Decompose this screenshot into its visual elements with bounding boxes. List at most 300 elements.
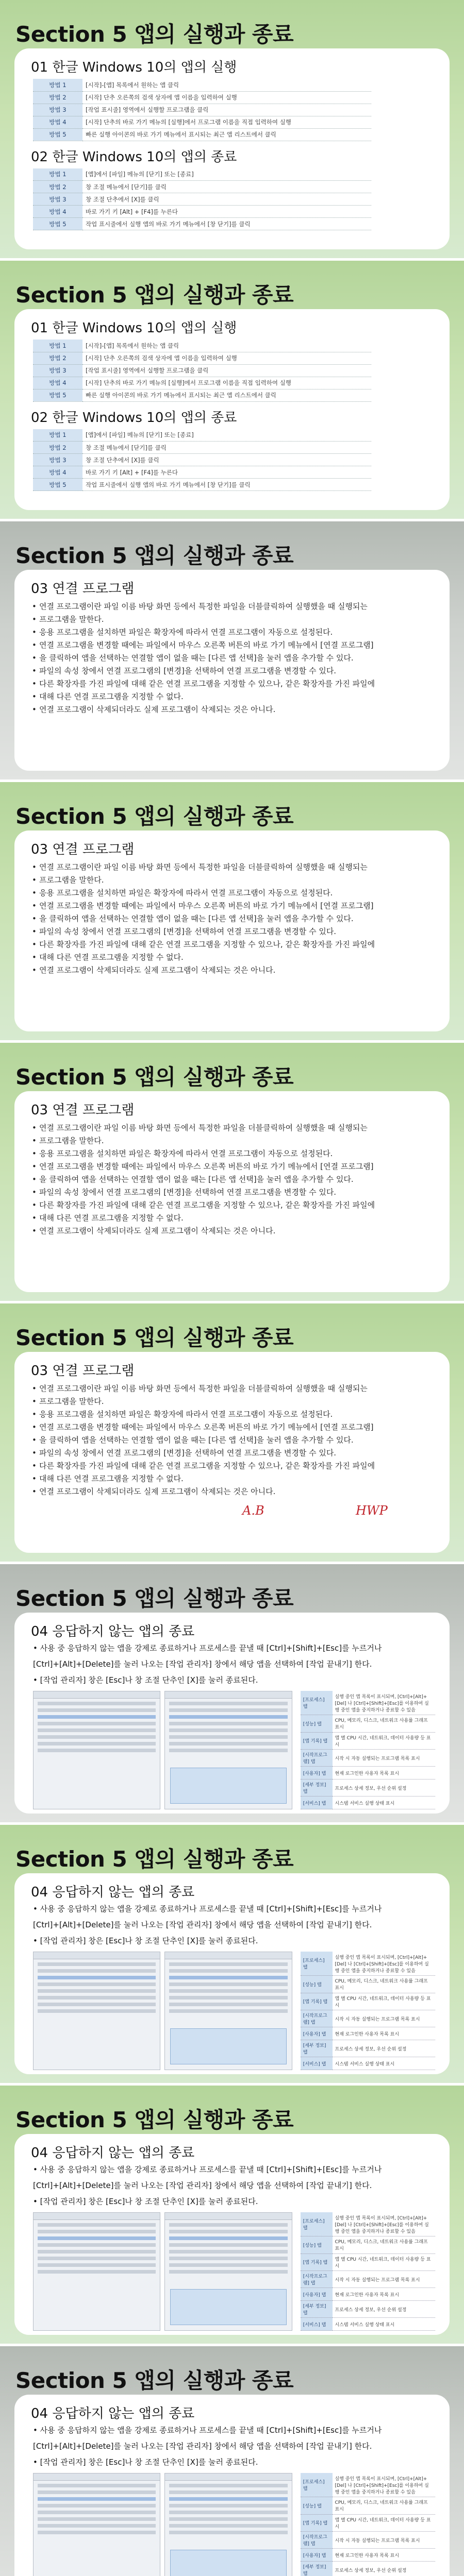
process-row — [169, 1749, 287, 1752]
step-text: 바로 가기 키 [Alt] + [F4]를 누른다 — [82, 206, 371, 218]
content-panel — [14, 48, 450, 249]
process-row — [169, 2484, 287, 2487]
process-row — [38, 2003, 156, 2006]
bullet-item: • 응용 프로그램을 설치하면 파일은 확장자에 따라서 연결 프로그램이 자동으로 설정된다. — [32, 626, 435, 639]
tab-row — [301, 2236, 435, 2253]
process-row — [38, 2531, 156, 2534]
bullet-item: • 응용 프로그램을 설치하면 파일은 확장자에 따라서 연결 프로그램이 자동으로 설정된다. — [32, 1147, 435, 1160]
bullet-list — [32, 1382, 435, 1498]
content-panel — [14, 1352, 450, 1553]
step-text: [시작] 단추의 바로 가기 메뉴의 [실행]에서 프로그램 이름을 직접 입력하여 실행 — [82, 116, 371, 128]
step-text: 바로 가기 키 [Alt] + [F4]를 누른다 — [82, 466, 371, 479]
slide-divider — [0, 1822, 464, 1824]
tab-description: 앱 별 CPU 시간, 네트워크, 데이터 사용량 등 표시 — [333, 1732, 435, 1749]
tab-label: [시작프로그램] 탭 — [301, 1749, 333, 1766]
process-row — [169, 1996, 287, 1999]
description-line: [Ctrl]+[Alt]+[Delete]를 눌러 나오는 [작업 관리자] 창에서 해당 앱을 선택하여 [작업 끝내기] 한다. — [33, 2181, 372, 2190]
window-titlebar — [165, 2473, 291, 2481]
tab-description: 시스템 서비스 실행 상태 표시 — [333, 2057, 435, 2070]
process-row — [38, 2257, 156, 2260]
slide-6 — [0, 1303, 464, 1563]
tab-row — [301, 1767, 435, 1780]
slide-title: Section 5 앱의 실행과 종료 — [15, 1064, 294, 1090]
content-panel — [14, 2395, 450, 2576]
step-label: 방법 3 — [33, 364, 82, 377]
bullet-item: • 다른 확장자를 가진 파일에 대해 같은 연결 프로그램을 지정할 수 있으나, 같은 확장자를 가진 파일에 — [32, 1199, 435, 1212]
process-row — [38, 1989, 156, 1993]
step-label: 방법 4 — [33, 466, 82, 479]
tab-label: [프로세스] 탭 — [301, 2473, 333, 2497]
tab-row — [301, 1732, 435, 1749]
bullet-item: • 연결 프로그램이란 파일 이름 바탕 화면 등에서 특정한 파일을 더블클릭하여 실행했을 때 실행되는 — [32, 600, 435, 613]
tab-label: [세부 정보] 탭 — [301, 2300, 333, 2317]
window-titlebar — [34, 1952, 160, 1959]
tab-label: [성능] 탭 — [301, 1715, 333, 1732]
slide-title: Section 5 앱의 실행과 종료 — [15, 282, 294, 308]
handwritten-note: HWP — [356, 1503, 388, 1518]
process-row — [38, 2497, 156, 2501]
tab-label: [앱 기록] 탭 — [301, 2514, 333, 2531]
tab-label: [성능] 탭 — [301, 2236, 333, 2253]
slide-8 — [0, 1825, 464, 2084]
section-heading: 02 한글 Windows 10의 앱의 종료 — [31, 149, 237, 165]
slide-9 — [0, 2086, 464, 2345]
slide-title: Section 5 앱의 실행과 종료 — [15, 2368, 294, 2393]
process-row — [38, 2524, 156, 2528]
process-row — [169, 1989, 287, 1993]
tab-description: 현재 로그인한 사용자 목록 표시 — [333, 2288, 435, 2301]
process-row — [38, 2236, 156, 2240]
step-text: 빠른 실행 아이콘의 바로 가기 메뉴에서 표시되는 최근 앱 리스트에서 클릭 — [82, 389, 371, 401]
tab-description: 시작 시 자동 실행되는 프로그램 목록 표시 — [333, 2010, 435, 2027]
process-row — [38, 1976, 156, 1979]
tab-row — [301, 2549, 435, 2562]
step-label: 방법 2 — [33, 181, 82, 193]
step-row — [33, 91, 371, 104]
step-label: 방법 4 — [33, 116, 82, 128]
tab-description: 프로세스 상세 정보, 우선 순위 설정 — [333, 2300, 435, 2317]
bullet-item: • 연결 프로그램을 변경할 때에는 파일에서 마우스 오른쪽 버튼의 바로 가기 메뉴에서 [연결 프로그램] — [32, 1160, 435, 1173]
bullet-item: • 을 클릭하여 앱을 선택하는 연결할 앱이 없을 때는 [다른 앱 선택]을 눌러 앱을 추가할 수 있다. — [32, 652, 435, 665]
step-label: 방법 5 — [33, 389, 82, 401]
tab-description: 앱 별 CPU 시간, 네트워크, 데이터 사용량 등 표시 — [333, 2253, 435, 2270]
tab-description: 프로세스 상세 정보, 우선 순위 설정 — [333, 2040, 435, 2057]
bullet-item: • 연결 프로그램이란 파일 이름 바탕 화면 등에서 특정한 파일을 더블클릭하여 실행했을 때 실행되는 — [32, 1122, 435, 1134]
tabs-table — [301, 2473, 435, 2576]
description-line: • 사용 중 응답하지 않는 앱을 강제로 종료하거나 프로세스를 끝낼 때 [Ctrl]+[Shift]+[Esc]를 누르거나 — [33, 2165, 382, 2174]
tab-row — [301, 1993, 435, 2010]
tab-label: [프로세스] 탭 — [301, 1952, 333, 1976]
process-row — [38, 2517, 156, 2521]
slide-divider — [0, 1301, 464, 1302]
tab-description: 앱 별 CPU 시간, 네트워크, 데이터 사용량 등 표시 — [333, 1993, 435, 2010]
bullet-item: • 대해 다른 연결 프로그램을 지정할 수 없다. — [32, 690, 435, 703]
tab-row — [301, 2027, 435, 2040]
step-label: 방법 4 — [33, 377, 82, 389]
tab-description: CPU, 메모리, 디스크, 네트워크 사용률 그래프 표시 — [333, 2236, 435, 2253]
process-row — [38, 2250, 156, 2253]
section-heading: 02 한글 Windows 10의 앱의 종료 — [31, 410, 237, 426]
tab-label: [앱 기록] 탭 — [301, 1732, 333, 1749]
process-row — [169, 2504, 287, 2507]
process-row — [169, 2517, 287, 2521]
slide-divider — [0, 258, 464, 260]
process-row — [169, 1982, 287, 1986]
bullet-list — [32, 600, 435, 716]
process-row — [169, 2497, 287, 2501]
tab-description: 실행 중인 앱 목록이 표시되며, [Ctrl]+[Alt]+[Del] 나 [Ctrl]+[Shift]+[Esc]를 이용하여 실행 중인 앱을 중지하거나 종료할 수 있음 — [333, 1952, 435, 1976]
process-row — [38, 1722, 156, 1725]
tab-row — [301, 2300, 435, 2317]
step-text: [앱]에서 [파일] 메뉴의 [닫기] 또는 [종료] — [82, 429, 371, 442]
process-row — [38, 1735, 156, 1739]
tab-label: [세부 정보] 탭 — [301, 1779, 333, 1796]
bullet-item: • 다른 확장자를 가진 파일에 대해 같은 연결 프로그램을 지정할 수 있으나, 같은 확장자를 가진 파일에 — [32, 677, 435, 690]
bullet-item: • 연결 프로그램을 변경할 때에는 파일에서 마우스 오른쪽 버튼의 바로 가기 메뉴에서 [연결 프로그램] — [32, 1421, 435, 1434]
performance-graph — [170, 1768, 286, 1804]
tab-row — [301, 2040, 435, 2057]
step-row — [33, 364, 371, 377]
task-manager-screenshot — [33, 2473, 160, 2576]
step-text: [앱]에서 [파일] 메뉴의 [닫기] 또는 [종료] — [82, 168, 371, 181]
step-text: [시작] 단추 오른쪽의 검색 상자에 앱 이름을 입력하여 실행 — [82, 91, 371, 104]
tab-row — [301, 1779, 435, 1796]
bullet-item: • 을 클릭하여 앱을 선택하는 연결할 앱이 없을 때는 [다른 앱 선택]을 눌러 앱을 추가할 수 있다. — [32, 1434, 435, 1447]
section-heading: 03 연결 프로그램 — [31, 581, 135, 597]
screenshot-row — [33, 2473, 435, 2576]
process-row — [169, 1722, 287, 1725]
slide-7 — [0, 1564, 464, 1824]
slide-1 — [0, 0, 464, 260]
step-text: 창 조절 메뉴에서 [닫기]를 클릭 — [82, 181, 371, 193]
screenshot-row — [33, 2212, 435, 2331]
section-heading: 01 한글 Windows 10의 앱의 실행 — [31, 60, 237, 75]
bullet-item: • 연결 프로그램이 삭제되더라도 실제 프로그램이 삭제되는 것은 아니다. — [32, 1485, 435, 1498]
tab-label: [사용자] 탭 — [301, 1767, 333, 1780]
performance-graph — [170, 2550, 286, 2576]
step-row — [33, 218, 371, 230]
slide-10 — [0, 2346, 464, 2576]
process-row — [38, 2270, 156, 2274]
tab-description: 시스템 서비스 실행 상태 표시 — [333, 2318, 435, 2331]
tab-label: [프로세스] 탭 — [301, 2212, 333, 2236]
step-label: 방법 4 — [33, 206, 82, 218]
step-row — [33, 377, 371, 389]
step-text: 창 조절 단추에서 [X]를 클릭 — [82, 193, 371, 206]
step-row — [33, 442, 371, 454]
step-label: 방법 3 — [33, 193, 82, 206]
tab-label: [앱 기록] 탭 — [301, 2253, 333, 2270]
bullet-item: • 다른 확장자를 가진 파일에 대해 같은 연결 프로그램을 지정할 수 있으나, 같은 확장자를 가진 파일에 — [32, 938, 435, 951]
window-titlebar — [34, 1691, 160, 1699]
tab-row — [301, 2531, 435, 2548]
window-titlebar — [34, 2213, 160, 2220]
steps-table — [33, 340, 371, 402]
slide-divider — [0, 519, 464, 520]
section-heading: 04 응답하지 않는 앱의 종료 — [31, 2145, 195, 2161]
step-row — [33, 181, 371, 193]
tab-description: 실행 중인 앱 목록이 표시되며, [Ctrl]+[Alt]+[Del] 나 [Ctrl]+[Shift]+[Esc]를 이용하여 실행 중인 앱을 중지하거나 종료할 수 있음 — [333, 2212, 435, 2236]
process-row — [38, 1982, 156, 1986]
process-row — [169, 2236, 287, 2240]
process-row — [169, 1962, 287, 1966]
process-row — [38, 1702, 156, 1705]
slide-title: Section 5 앱의 실행과 종료 — [15, 1846, 294, 1872]
step-row — [33, 116, 371, 128]
slide-2 — [0, 261, 464, 520]
step-row — [33, 128, 371, 141]
content-panel — [14, 831, 450, 1031]
slide-4 — [0, 782, 464, 1042]
tab-description: CPU, 메모리, 디스크, 네트워크 사용률 그래프 표시 — [333, 2497, 435, 2514]
step-label: 방법 5 — [33, 218, 82, 230]
tab-label: [사용자] 탭 — [301, 2549, 333, 2562]
tab-label: [시작프로그램] 탭 — [301, 2531, 333, 2548]
process-row — [38, 2230, 156, 2233]
bullet-item: • 파일의 속성 창에서 연결 프로그램의 [변경]을 선택하여 연결 프로그램을 변경할 수 있다. — [32, 1186, 435, 1199]
description-line: • [작업 관리자] 창은 [Esc]나 창 조절 단추인 [X]를 눌러 종료된다. — [33, 2458, 258, 2467]
task-manager-screenshot — [33, 1691, 160, 1809]
tabs-table — [301, 2212, 435, 2331]
description-line: • [작업 관리자] 창은 [Esc]나 창 조절 단추인 [X]를 눌러 종료된다. — [33, 1675, 258, 1685]
slide-divider — [0, 1040, 464, 1042]
tab-row — [301, 2288, 435, 2301]
tab-row — [301, 2057, 435, 2070]
tab-description: 실행 중인 앱 목록이 표시되며, [Ctrl]+[Alt]+[Del] 나 [Ctrl]+[Shift]+[Esc]를 이용하여 실행 중인 앱을 중지하거나 종료할 수 있음 — [333, 2473, 435, 2497]
step-text: 빠른 실행 아이콘의 바로 가기 메뉴에서 표시되는 최근 앱 리스트에서 클릭 — [82, 128, 371, 141]
section-heading: 04 응답하지 않는 앱의 종료 — [31, 1885, 195, 1900]
tab-label: [서비스] 탭 — [301, 2057, 333, 2070]
slide-title: Section 5 앱의 실행과 종료 — [15, 1586, 294, 1611]
slide-title: Section 5 앱의 실행과 종료 — [15, 804, 294, 829]
tabs-table — [301, 1691, 435, 1809]
bullet-item: • 연결 프로그램이란 파일 이름 바탕 화면 등에서 특정한 파일을 더블클릭하여 실행했을 때 실행되는 — [32, 861, 435, 874]
section-heading: 03 연결 프로그램 — [31, 1103, 135, 1118]
step-text: 창 조절 메뉴에서 [닫기]를 클릭 — [82, 442, 371, 454]
content-panel — [14, 2134, 450, 2335]
step-label: 방법 5 — [33, 128, 82, 141]
slide-divider — [0, 2344, 464, 2345]
tab-description: 현재 로그인한 사용자 목록 표시 — [333, 2549, 435, 2562]
bullet-item: • 프로그램을 말한다. — [32, 1134, 435, 1147]
step-text: 창 조절 단추에서 [X]를 클릭 — [82, 454, 371, 466]
bullet-item: • 프로그램을 말한다. — [32, 613, 435, 626]
step-text: [시작] 단추의 바로 가기 메뉴의 [실행]에서 프로그램 이름을 직접 입력하여 실행 — [82, 377, 371, 389]
bullet-item: • 연결 프로그램이 삭제되더라도 실제 프로그램이 삭제되는 것은 아니다. — [32, 964, 435, 977]
task-manager-screenshot — [33, 1952, 160, 2070]
slide-title: Section 5 앱의 실행과 종료 — [15, 2107, 294, 2132]
tab-row — [301, 1749, 435, 1766]
step-label: 방법 3 — [33, 104, 82, 116]
process-row — [38, 2223, 156, 2227]
tab-description: 실행 중인 앱 목록이 표시되며, [Ctrl]+[Alt]+[Del] 나 [Ctrl]+[Shift]+[Esc]를 이용하여 실행 중인 앱을 중지하거나 종료할 수 있음 — [333, 1691, 435, 1715]
steps-table — [33, 429, 371, 492]
process-row — [169, 2511, 287, 2514]
process-row — [38, 2511, 156, 2514]
description-line: [Ctrl]+[Alt]+[Delete]를 눌러 나오는 [작업 관리자] 창에서 해당 앱을 선택하여 [작업 끝내기] 한다. — [33, 1920, 372, 1929]
steps-table — [33, 168, 371, 231]
process-row — [169, 2524, 287, 2528]
process-row — [169, 2257, 287, 2260]
step-text: [시작] 단추 오른쪽의 검색 상자에 앱 이름을 입력하여 실행 — [82, 352, 371, 364]
step-label: 방법 1 — [33, 168, 82, 181]
description-line: • 사용 중 응답하지 않는 앱을 강제로 종료하거나 프로세스를 끝낼 때 [Ctrl]+[Shift]+[Esc]를 누르거나 — [33, 2426, 382, 2435]
window-titlebar — [165, 1952, 291, 1959]
tab-description: 시작 시 자동 실행되는 프로그램 목록 표시 — [333, 1749, 435, 1766]
process-row — [169, 2003, 287, 2006]
performance-graph — [170, 2028, 286, 2064]
tab-label: [시작프로그램] 탭 — [301, 2270, 333, 2287]
process-row — [38, 1749, 156, 1752]
tab-row — [301, 2212, 435, 2236]
section-heading: 03 연결 프로그램 — [31, 842, 135, 857]
process-row — [169, 1728, 287, 1732]
step-label: 방법 3 — [33, 454, 82, 466]
tab-row — [301, 2561, 435, 2576]
tab-description: 앱 별 CPU 시간, 네트워크, 데이터 사용량 등 표시 — [333, 2514, 435, 2531]
step-label: 방법 1 — [33, 340, 82, 352]
step-row — [33, 104, 371, 116]
screenshot-row — [33, 1691, 435, 1809]
window-titlebar — [165, 2213, 291, 2220]
tab-label: [성능] 탭 — [301, 2497, 333, 2514]
process-row — [38, 1715, 156, 1719]
tab-label: [세부 정보] 탭 — [301, 2561, 333, 2576]
process-row — [169, 2230, 287, 2233]
process-row — [169, 2270, 287, 2274]
bullet-item: • 파일의 속성 창에서 연결 프로그램의 [변경]을 선택하여 연결 프로그램을 변경할 수 있다. — [32, 665, 435, 677]
slide-3 — [0, 521, 464, 781]
tab-description: 현재 로그인한 사용자 목록 표시 — [333, 1767, 435, 1780]
section-heading: 04 응답하지 않는 앱의 종료 — [31, 2406, 195, 2421]
slide-divider — [0, 1562, 464, 1563]
step-label: 방법 2 — [33, 442, 82, 454]
step-row — [33, 206, 371, 218]
content-panel — [14, 570, 450, 771]
tab-row — [301, 2253, 435, 2270]
tab-row — [301, 1797, 435, 1809]
tab-label: [프로세스] 탭 — [301, 1691, 333, 1715]
tab-label: [앱 기록] 탭 — [301, 1993, 333, 2010]
process-row — [169, 1969, 287, 1973]
tab-row — [301, 1952, 435, 1976]
tab-label: [서비스] 탭 — [301, 1797, 333, 1809]
tab-description: 프로세스 상세 정보, 우선 순위 설정 — [333, 2561, 435, 2576]
bullet-item: • 대해 다른 연결 프로그램을 지정할 수 없다. — [32, 951, 435, 964]
content-panel — [14, 1873, 450, 2074]
process-row — [169, 2490, 287, 2494]
step-row — [33, 79, 371, 91]
tab-label: [서비스] 탭 — [301, 2318, 333, 2331]
tab-row — [301, 2514, 435, 2531]
step-text: [시작]-[앱] 목록에서 원하는 앱 클릭 — [82, 340, 371, 352]
tab-label: [시작프로그램] 탭 — [301, 2010, 333, 2027]
description-line: • [작업 관리자] 창은 [Esc]나 창 조절 단추인 [X]를 눌러 종료된다. — [33, 2197, 258, 2206]
step-row — [33, 352, 371, 364]
bullet-item: • 응용 프로그램을 설치하면 파일은 확장자에 따라서 연결 프로그램이 자동으로 설정된다. — [32, 1408, 435, 1421]
tab-description: 현재 로그인한 사용자 목록 표시 — [333, 2027, 435, 2040]
process-row — [169, 1976, 287, 1979]
process-row — [38, 1728, 156, 1732]
bullet-item: • 연결 프로그램이 삭제되더라도 실제 프로그램이 삭제되는 것은 아니다. — [32, 1225, 435, 1238]
process-row — [169, 2250, 287, 2253]
tab-description: CPU, 메모리, 디스크, 네트워크 사용률 그래프 표시 — [333, 1715, 435, 1732]
step-label: 방법 1 — [33, 79, 82, 91]
bullet-list — [32, 861, 435, 977]
process-row — [169, 2263, 287, 2267]
tab-description: 시작 시 자동 실행되는 프로그램 목록 표시 — [333, 2270, 435, 2287]
bullet-item: • 프로그램을 말한다. — [32, 1395, 435, 1408]
step-label: 방법 2 — [33, 352, 82, 364]
step-text: 작업 표시줄에서 실행 앱의 바로 가기 메뉴에서 [창 닫기]를 클릭 — [82, 479, 371, 491]
bullet-item: • 파일의 속성 창에서 연결 프로그램의 [변경]을 선택하여 연결 프로그램을 변경할 수 있다. — [32, 925, 435, 938]
performance-graph — [170, 2289, 286, 2325]
step-label: 방법 2 — [33, 91, 82, 104]
process-row — [38, 1708, 156, 1712]
process-row — [169, 1708, 287, 1712]
bullet-item: • 을 클릭하여 앱을 선택하는 연결할 앱이 없을 때는 [다른 앱 선택]을 눌러 앱을 추가할 수 있다. — [32, 1173, 435, 1186]
process-row — [38, 2009, 156, 2013]
process-row — [169, 1715, 287, 1719]
step-row — [33, 466, 371, 479]
tab-row — [301, 1691, 435, 1715]
process-row — [169, 2223, 287, 2227]
bullet-item: • 연결 프로그램이란 파일 이름 바탕 화면 등에서 특정한 파일을 더블클릭하여 실행했을 때 실행되는 — [32, 1382, 435, 1395]
slide-title: Section 5 앱의 실행과 종료 — [15, 1325, 294, 1350]
steps-table — [33, 79, 371, 141]
step-row — [33, 454, 371, 466]
bullet-list — [32, 1122, 435, 1238]
process-row — [38, 1742, 156, 1745]
bullet-item: • 연결 프로그램을 변경할 때에는 파일에서 마우스 오른쪽 버튼의 바로 가기 메뉴에서 [연결 프로그램] — [32, 900, 435, 912]
process-row — [169, 1702, 287, 1705]
task-manager-screenshot — [164, 2212, 292, 2331]
bullet-item: • 다른 확장자를 가진 파일에 대해 같은 연결 프로그램을 지정할 수 있으나, 같은 확장자를 가진 파일에 — [32, 1460, 435, 1472]
window-titlebar — [165, 1691, 291, 1699]
tab-description: 시스템 서비스 실행 상태 표시 — [333, 1797, 435, 1809]
bullet-item: • 연결 프로그램이 삭제되더라도 실제 프로그램이 삭제되는 것은 아니다. — [32, 703, 435, 716]
bullet-item: • 프로그램을 말한다. — [32, 874, 435, 887]
step-row — [33, 479, 371, 491]
tab-label: [사용자] 탭 — [301, 2288, 333, 2301]
step-row — [33, 193, 371, 206]
process-row — [169, 2243, 287, 2247]
bullet-item: • 대해 다른 연결 프로그램을 지정할 수 없다. — [32, 1472, 435, 1485]
tab-label: [사용자] 탭 — [301, 2027, 333, 2040]
process-row — [38, 2263, 156, 2267]
bullet-item: • 파일의 속성 창에서 연결 프로그램의 [변경]을 선택하여 연결 프로그램을 변경할 수 있다. — [32, 1447, 435, 1460]
content-panel — [14, 1091, 450, 1292]
screenshot-row — [33, 1952, 435, 2070]
bullet-item: • 을 클릭하여 앱을 선택하는 연결할 앱이 없을 때는 [다른 앱 선택]을 눌러 앱을 추가할 수 있다. — [32, 912, 435, 925]
tab-description: 시작 시 자동 실행되는 프로그램 목록 표시 — [333, 2531, 435, 2548]
step-text: [작업 표시줄] 영역에서 실행할 프로그램을 클릭 — [82, 364, 371, 377]
process-row — [38, 2243, 156, 2247]
task-manager-screenshot — [164, 2473, 292, 2576]
process-row — [38, 2504, 156, 2507]
content-panel — [14, 1613, 450, 1814]
section-heading: 03 연결 프로그램 — [31, 1363, 135, 1379]
tab-row — [301, 2497, 435, 2514]
slide-5 — [0, 1043, 464, 1302]
task-manager-screenshot — [164, 1952, 292, 2070]
tab-row — [301, 2010, 435, 2027]
bullet-item: • 응용 프로그램을 설치하면 파일은 확장자에 따라서 연결 프로그램이 자동으로 설정된다. — [32, 887, 435, 900]
description-line: • [작업 관리자] 창은 [Esc]나 창 조절 단추인 [X]를 눌러 종료된다. — [33, 1936, 258, 1945]
process-row — [169, 1735, 287, 1739]
step-label: 방법 1 — [33, 429, 82, 442]
step-row — [33, 429, 371, 442]
